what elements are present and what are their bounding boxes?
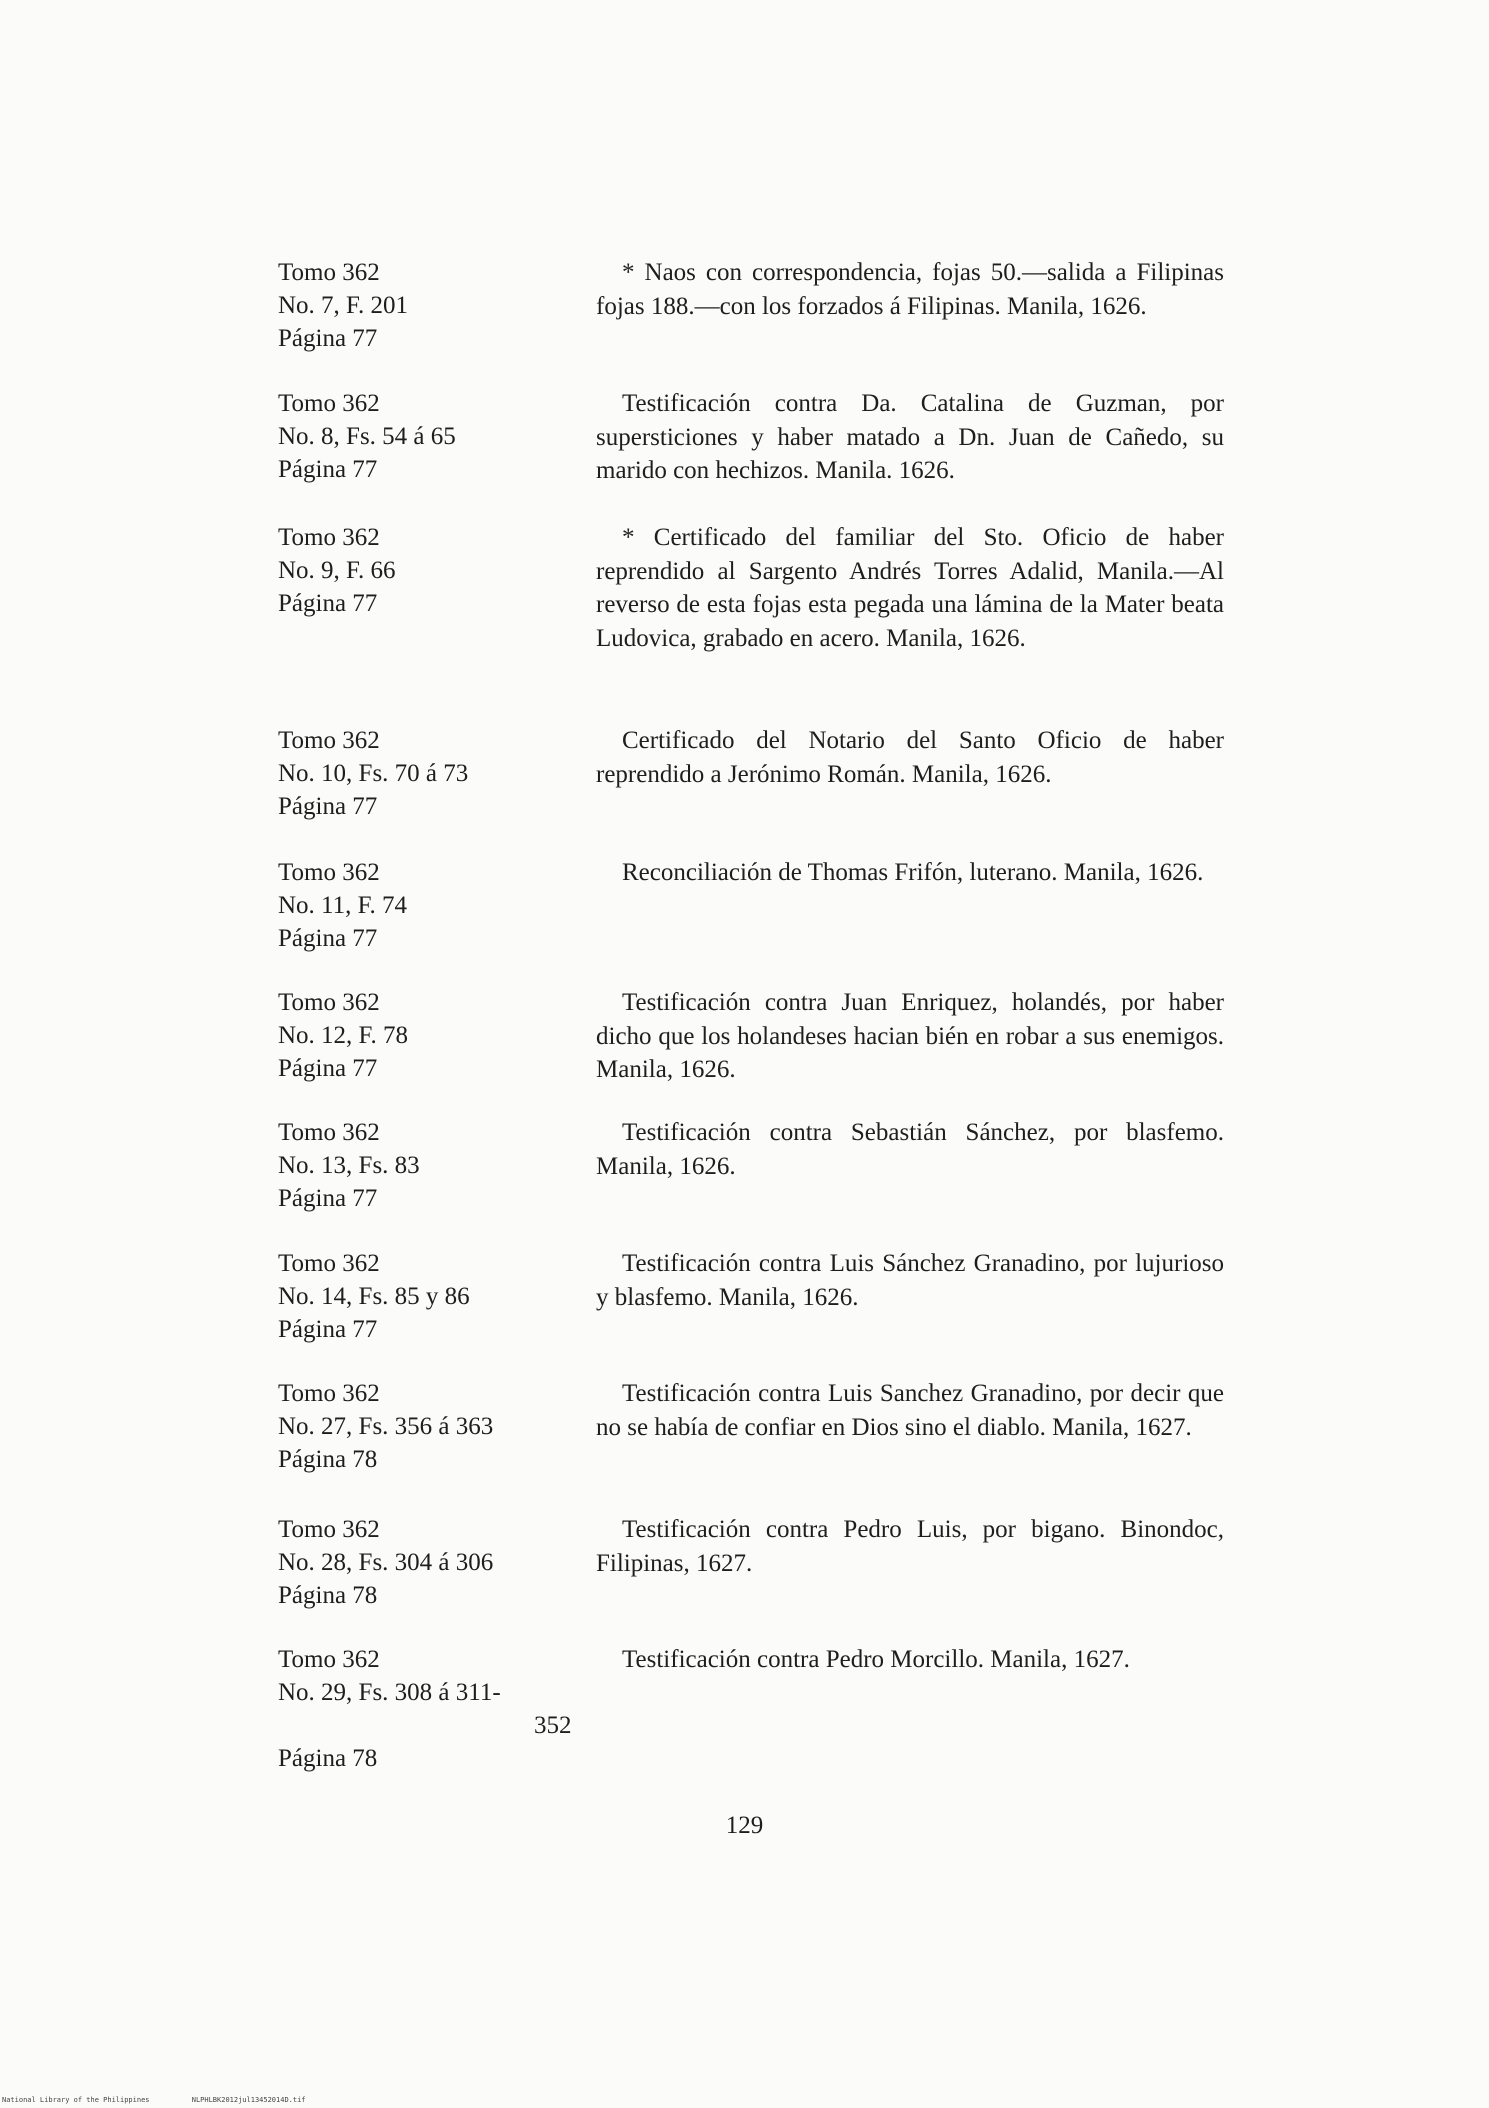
pagina-line: Página 78 <box>278 1745 378 1772</box>
tomo-line: Tomo 362 <box>278 524 380 551</box>
number-line: No. 29, Fs. 308 á 311- <box>278 1679 501 1706</box>
tomo-line: Tomo 362 <box>278 259 380 286</box>
pagina-line: Página 77 <box>278 1055 378 1082</box>
entry-reference <box>278 1377 578 1476</box>
pagina-line: Página 77 <box>278 1185 378 1212</box>
pagina-line: Página 77 <box>278 925 378 952</box>
entry-reference <box>278 724 578 823</box>
pagina-line: Página 77 <box>278 325 378 352</box>
number-line: No. 8, Fs. 54 á 65 <box>278 423 456 450</box>
entry-reference <box>278 1116 578 1215</box>
pagina-line: Página 77 <box>278 590 378 617</box>
entry-description: * Naos con correspondencia, fojas 50.—salida a Filipinas fojas 188.—con los forzados á Filipinas. Manila, 1626. <box>596 259 1224 320</box>
tomo-line: Tomo 362 <box>278 989 380 1016</box>
tomo-line: Tomo 362 <box>278 1516 380 1543</box>
number-line: No. 28, Fs. 304 á 306 <box>278 1549 494 1576</box>
entry-description: Testificación contra Luis Sánchez Granadino, por lujurioso y blasfemo. Manila, 1626. <box>596 1250 1224 1311</box>
entry-description: Testificación contra Pedro Morcillo. Manila, 1627. <box>622 1646 1130 1673</box>
number-line: No. 14, Fs. 85 y 86 <box>278 1283 470 1310</box>
pagina-line: Página 78 <box>278 1582 378 1609</box>
entry-reference <box>278 1643 578 1775</box>
entry-description: Reconciliación de Thomas Frifón, luterano. Manila, 1626. <box>622 859 1204 886</box>
tomo-line: Tomo 362 <box>278 1646 380 1673</box>
folio-continuation-line: 352 <box>534 1712 572 1739</box>
entry-reference <box>278 521 578 620</box>
tomo-line: Tomo 362 <box>278 727 380 754</box>
entry-reference <box>278 856 578 955</box>
entry-reference <box>278 986 578 1085</box>
entry-reference <box>278 256 578 355</box>
number-line: No. 7, F. 201 <box>278 292 408 319</box>
tomo-line: Tomo 362 <box>278 1119 380 1146</box>
number-line: No. 13, Fs. 83 <box>278 1152 420 1179</box>
number-line: No. 9, F. 66 <box>278 557 396 584</box>
library-stamp: National Library of the Philippines <box>2 2096 150 2104</box>
number-line: No. 11, F. 74 <box>278 892 408 919</box>
entry-description: Testificación contra Da. Catalina de Guzman, por supersticiones y haber matado a Dn. Juan de Cañedo, su marido con hechizos. Manila. 1626. <box>596 390 1224 484</box>
number-line: No. 12, F. 78 <box>278 1022 408 1049</box>
entry-description: Certificado del Notario del Santo Oficio de haber reprendido a Jerónimo Román. Manila, 1626. <box>596 727 1224 788</box>
pagina-line: Página 77 <box>278 456 378 483</box>
tomo-line: Tomo 362 <box>278 390 380 417</box>
file-stamp: NLPHLBK2012jul13452014D.tif <box>191 2096 306 2104</box>
pagina-line: Página 77 <box>278 793 378 820</box>
pagina-line: Página 77 <box>278 1316 378 1343</box>
entry-description: Testificación contra Juan Enriquez, holandés, por haber dicho que los holandeses hacian bién en robar a sus enemigos. Manila, 1626. <box>596 989 1224 1083</box>
tomo-line: Tomo 362 <box>278 1250 380 1277</box>
entry-description: * Certificado del familiar del Sto. Oficio de haber reprendido al Sargento Andrés Torres Adalid, Manila.—Al reverso de esta fojas esta pegada una lámina de la Mater beata Ludovica, grabado en acero. Manila, 1626. <box>596 524 1224 652</box>
entry-description: Testificación contra Luis Sanchez Granadino, por decir que no se había de confiar en Dios sino el diablo. Manila, 1627. <box>596 1380 1224 1441</box>
entry-reference <box>278 1513 578 1612</box>
entry-description: Testificación contra Pedro Luis, por bigano. Binondoc, Filipinas, 1627. <box>596 1516 1224 1577</box>
tomo-line: Tomo 362 <box>278 1380 380 1407</box>
pagina-line: Página 78 <box>278 1446 378 1473</box>
scan-footer-stamp <box>2 2096 344 2104</box>
entry-description: Testificación contra Sebastián Sánchez, por blasfemo. Manila, 1626. <box>596 1119 1224 1180</box>
tomo-line: Tomo 362 <box>278 859 380 886</box>
number-line: No. 10, Fs. 70 á 73 <box>278 760 469 787</box>
number-line: No. 27, Fs. 356 á 363 <box>278 1413 494 1440</box>
page-number: 129 <box>725 1812 764 1839</box>
entry-reference <box>278 387 578 486</box>
entry-reference <box>278 1247 578 1346</box>
